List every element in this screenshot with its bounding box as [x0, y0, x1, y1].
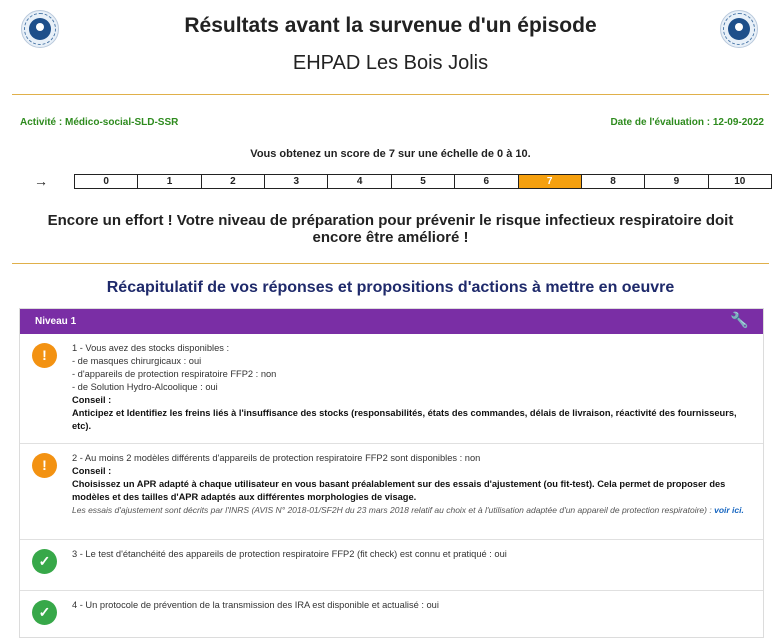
- divider-middle: [12, 263, 769, 264]
- page-title: Résultats avant la survenue d'un épisode: [184, 14, 597, 37]
- warning-icon: !: [32, 453, 57, 478]
- answer-content-3: [72, 548, 752, 561]
- note-body: Les essais d'ajustement sont décrits par l'INRS (AVIS N° 2018-01/SF2H du 23 mars 2018 relatif au choix et à l'utilisation adaptée d'un appareil de protection respiratoire) :: [72, 505, 712, 515]
- answer-question-1: 1 - Vous avez des stocks disponibles :: [72, 343, 230, 353]
- score-cell-5: 5: [392, 175, 455, 188]
- page-subtitle: EHPAD Les Bois Jolis: [292, 52, 489, 74]
- answer-question-2: 2 - Au moins 2 modèles différents d'appareils de protection respiratoire FFP2 sont disponibles : non: [72, 453, 481, 463]
- level-1-panel: [19, 308, 764, 638]
- conseil-text-2: Choisissez un APR adapté à chaque utilisateur en vous basant préalablement sur des essais d'ajustement (ou fit-test). Cela permet de proposer des modèles et des tailles d'APR adaptés aux différentes morphologies de visage.: [72, 479, 726, 502]
- conseil-label: Conseil :: [72, 466, 112, 476]
- check-icon: ✓: [32, 549, 57, 574]
- score-cell-9: 9: [645, 175, 708, 188]
- conseil-text-1: Anticipez et Identifiez les freins liés à l'insuffisance des stocks (responsabilités, états des commandes, délais de livraison, réactivité des fournisseurs, etc).: [72, 408, 737, 431]
- score-cell-4: 4: [328, 175, 391, 188]
- panel-header: [20, 309, 763, 334]
- panel-title: Niveau 1: [35, 316, 77, 327]
- activity-label: Activité : Médico-social-SLD-SSR: [20, 117, 179, 128]
- evaluation-date: Date de l'évaluation : 12-09-2022: [610, 117, 764, 128]
- note-text-2: [72, 504, 752, 517]
- answer-line-ffp2: - d'appareils de protection respiratoire FFP2 : non: [72, 369, 277, 379]
- recap-title: Récapitulatif de vos réponses et propositions d'actions à mettre en oeuvre: [106, 279, 675, 296]
- answer-line-sha: - de Solution Hydro-Alcoolique : oui: [72, 382, 218, 392]
- warning-icon: !: [32, 343, 57, 368]
- score-scale: [74, 174, 772, 189]
- answer-content-4: [72, 599, 752, 612]
- score-cell-2: 2: [202, 175, 265, 188]
- answer-item-3: [20, 540, 763, 591]
- score-cell-6: 6: [455, 175, 518, 188]
- score-text: Vous obtenez un score de 7 sur une échelle de 0 à 10.: [250, 148, 531, 160]
- divider-top: [12, 94, 769, 95]
- answer-line-masks: - de masques chirurgicaux : oui: [72, 356, 202, 366]
- score-cell-0: 0: [75, 175, 138, 188]
- answer-content-1: [72, 342, 752, 433]
- score-cell-3: 3: [265, 175, 328, 188]
- score-cell-1: 1: [138, 175, 201, 188]
- wrench-icon[interactable]: 🔧: [730, 312, 749, 329]
- score-cell-8: 8: [582, 175, 645, 188]
- answer-content-2: [72, 452, 752, 517]
- arrow-right-icon: →: [34, 173, 48, 189]
- score-cell-7: 7: [519, 175, 582, 188]
- answer-question-4: 4 - Un protocole de prévention de la transmission des IRA est disponible et actualisé : oui: [72, 600, 439, 610]
- answer-question-3: 3 - Le test d'étanchéité des appareils de protection respiratoire FFP2 (fit check) est connu et pratiqué : oui: [72, 549, 507, 559]
- voir-ici-link[interactable]: voir ici.: [714, 505, 744, 515]
- conseil-label: Conseil :: [72, 395, 112, 405]
- answer-item-1: [20, 334, 763, 444]
- check-icon: ✓: [32, 600, 57, 625]
- encouragement-message: Encore un effort ! Votre niveau de préparation pour prévenir le risque infectieux respiratoire doit encore être amélioré !: [47, 212, 734, 246]
- score-cell-10: 10: [734, 176, 746, 187]
- answer-item-2: [20, 444, 763, 540]
